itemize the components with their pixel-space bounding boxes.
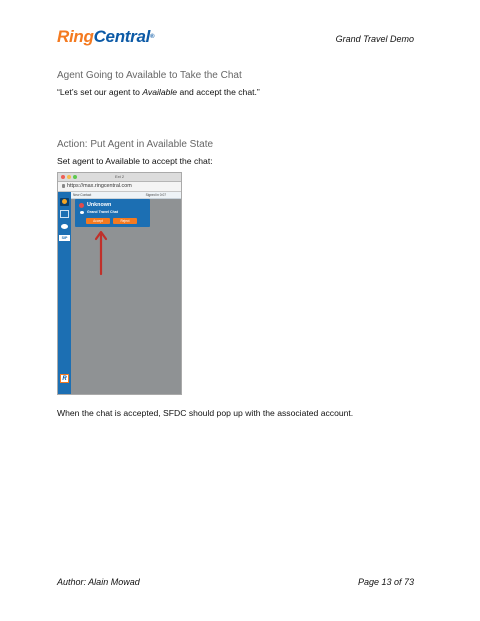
sip-badge: SIP xyxy=(59,235,70,241)
signed-in-label: Signed in 0:07 xyxy=(145,193,166,197)
logo-central-text: Central xyxy=(93,27,151,46)
new-contact-label: New Contact xyxy=(73,193,92,197)
quote-start: “Let’s set our agent to xyxy=(57,87,143,97)
agent-sidebar xyxy=(58,192,71,394)
quote-line xyxy=(57,87,260,97)
document-title: Grand Travel Demo xyxy=(335,34,414,44)
section-heading-available: Agent Going to Available to Take the Chat xyxy=(57,70,242,81)
incoming-chat-notification xyxy=(75,199,150,227)
ringcentral-logo xyxy=(57,27,154,47)
red-arrow-icon xyxy=(93,228,109,276)
quote-emphasis: Available xyxy=(142,87,178,97)
footer-author: Author: Alain Mowad xyxy=(57,577,140,587)
logo-trademark: ® xyxy=(150,34,155,40)
instruction-text: Set agent to Available to accept the chat: xyxy=(57,156,213,166)
section-heading-action: Action: Put Agent in Available State xyxy=(57,139,214,150)
logo-ring-text: Ring xyxy=(57,27,94,46)
accept-button: Accept xyxy=(86,218,110,224)
address-bar xyxy=(58,182,181,192)
caller-avatar-icon xyxy=(79,203,84,208)
ringcentral-app-icon: R xyxy=(60,374,69,383)
reject-button: Reject xyxy=(113,218,137,224)
window-titlebar xyxy=(58,173,181,182)
caller-name: Unknown xyxy=(87,202,112,208)
lock-icon xyxy=(62,184,65,188)
quote-end: and accept the chat.” xyxy=(177,87,260,97)
url-text: https://max.ringcentral.com xyxy=(67,183,132,189)
embedded-screenshot xyxy=(57,172,182,395)
agent-status-icon xyxy=(60,198,69,206)
window-title: Ext 2 xyxy=(114,174,125,179)
chat-bubble-icon xyxy=(60,223,69,231)
footer-page-number: Page 13 of 73 xyxy=(357,577,414,587)
phone-icon xyxy=(60,210,69,218)
closing-text: When the chat is accepted, SFDC should pop up with the associated account. xyxy=(57,408,354,418)
chat-icon xyxy=(80,211,84,214)
agent-workspace xyxy=(71,198,181,394)
chat-queue-name: Grand Travel Chat xyxy=(87,210,118,214)
